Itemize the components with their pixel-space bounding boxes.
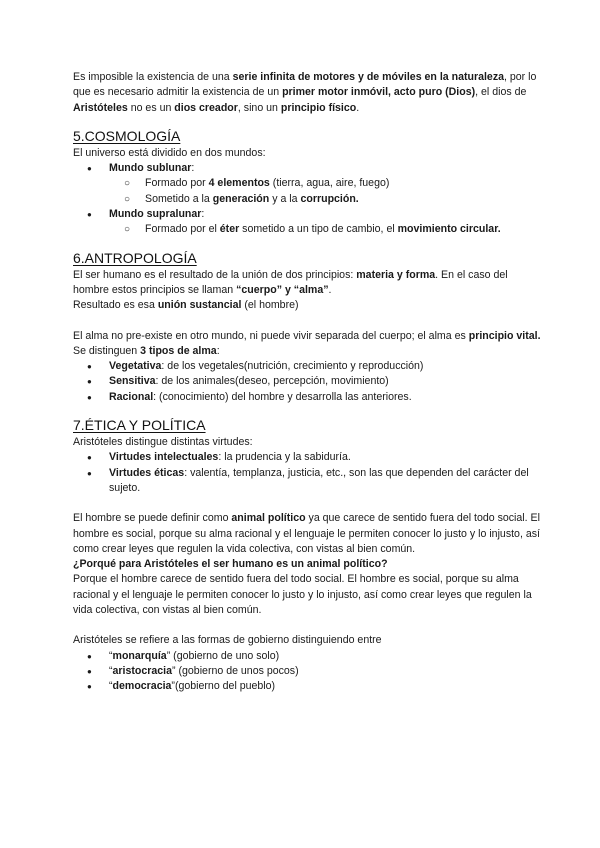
almas-list (73, 359, 543, 405)
text: El hombre se puede definir como (73, 512, 232, 525)
bold-text: Vegetativa (109, 360, 162, 373)
intro-bold: primer motor inmóvil, acto puro (Dios) (282, 86, 476, 99)
bold-text: animal político (231, 512, 306, 525)
text: : (conocimiento) del hombre y desarrolla las anteriores. (153, 390, 412, 403)
supralunar-sublist (109, 222, 543, 237)
intro-paragraph (73, 70, 543, 116)
cosmologia-lead: El universo está dividido en dos mundos: (73, 146, 266, 159)
text: : de los animales(deseo, percepción, movimiento) (155, 375, 389, 388)
sublunar-label: Mundo sublunar (109, 162, 192, 175)
intro-text: . (356, 101, 360, 114)
list-item-supralunar (73, 207, 543, 238)
text: Formado por (145, 177, 209, 190)
bold-text: democracia (112, 680, 172, 693)
antropologia-p4 (73, 344, 543, 359)
intro-text: no es un (127, 101, 175, 114)
mundos-list (73, 161, 543, 237)
quote: ” (171, 680, 175, 693)
text: El alma no pre-existe en otro mundo, ni puede vivir separada del cuerpo; el alma es (73, 329, 469, 342)
intro-bold: dios creador (174, 101, 238, 114)
bold-text: movimiento circular. (397, 223, 501, 236)
etica-question (73, 557, 543, 572)
sublist-item (109, 222, 543, 237)
heading-antropologia: 6.ANTROPOLOGÍA (73, 249, 197, 266)
sublist-item (109, 192, 543, 207)
intro-text: , sino un (237, 101, 281, 114)
antropologia-p2 (73, 298, 543, 313)
text: (gobierno de uno solo) (170, 649, 280, 662)
supralunar-label: Mundo supralunar (109, 208, 202, 221)
text: (gobierno del pueblo) (174, 680, 276, 693)
bold-text: Sensitiva (109, 375, 156, 388)
bold-text: Virtudes intelectuales (109, 451, 219, 464)
text: ya que carece de sentido fuera del todo social. El hombre es social, porque su alma racional y el lenguaje le permiten conocer lo justo y lo injusto, así como crear leyes que regulen la vida colectiva, con vistas al bien común. (73, 512, 540, 555)
bold-text: monarquía (112, 649, 167, 662)
text: Formado por el (145, 223, 220, 236)
sublunar-sublist (109, 176, 543, 207)
list-item (73, 466, 543, 497)
intro-text: , por lo que es necesario admitir la existencia de un (73, 71, 537, 99)
bold-text: 4 elementos (208, 177, 270, 190)
bold-text: generación (212, 192, 270, 205)
text: : la prudencia y la sabiduría. (218, 451, 351, 464)
bold-text: éter (219, 223, 240, 236)
text: Sometido a la (145, 192, 213, 205)
heading-cosmologia: 5.COSMOLOGÍA (73, 127, 181, 144)
text: y a la (269, 192, 301, 205)
quote: “ (109, 680, 113, 693)
antropologia-p3 (73, 329, 543, 344)
quote: “ (109, 649, 113, 662)
list-item (73, 450, 543, 465)
bold-text: principio vital. (468, 329, 541, 342)
colon: : (191, 162, 195, 175)
bold-text: ¿Porqué para Aristóteles el ser humano es un animal político? (73, 558, 388, 571)
quote: ” (172, 664, 176, 677)
text: El ser humano es el resultado de la unión de dos principios: (73, 268, 357, 281)
text: : (216, 344, 220, 357)
bold-text: “cuerpo” y “alma” (236, 283, 329, 296)
etica-answer: Porque el hombre carece de sentido fuera del todo social. El hombre es social, porque su alma racional y el lenguaje le permiten conocer lo justo y lo injusto, así como crear leyes que regulen la vida colectiva, con vistas al bien común. (73, 573, 532, 617)
formas-lead: Aristóteles se refiere a las formas de gobierno distinguiendo entre (73, 634, 382, 647)
list-item (73, 390, 543, 405)
list-item (73, 679, 543, 694)
list-item-sublunar (73, 161, 543, 207)
heading-etica: 7.ÉTICA Y POLÍTICA (73, 417, 206, 434)
bold-text: Virtudes éticas (109, 466, 185, 479)
text: : valentía, templanza, justicia, etc., son las que dependen del carácter del sujeto. (109, 466, 529, 494)
text: (gobierno de unos pocos) (175, 664, 299, 677)
bold-text: corrupción. (300, 192, 359, 205)
list-item (73, 664, 543, 679)
list-item (73, 374, 543, 389)
text: Se distinguen (73, 344, 141, 357)
etica-p1 (73, 511, 543, 557)
document-page (73, 70, 543, 695)
colon: : (201, 208, 205, 221)
text: sometido a un tipo de cambio, el (239, 223, 398, 236)
bold-text: Racional (109, 390, 154, 403)
quote: “ (109, 664, 113, 677)
spacer (73, 618, 543, 633)
intro-bold: Aristóteles (73, 101, 128, 114)
bold-text: materia y forma (356, 268, 436, 281)
list-item (73, 359, 543, 374)
text: Resultado es esa (73, 299, 158, 312)
text: (tierra, agua, aire, fuego) (269, 177, 390, 190)
antropologia-p1 (73, 268, 543, 299)
text: . (328, 283, 332, 296)
spacer (73, 496, 543, 511)
bold-text: aristocracia (112, 664, 173, 677)
intro-bold: principio físico (280, 101, 357, 114)
formas-list (73, 649, 543, 695)
intro-text: , el dios de (475, 86, 527, 99)
text: . En el caso del hombre estos principios se llaman (73, 268, 508, 296)
text: (el hombre) (241, 299, 299, 312)
intro-bold: serie infinita de motores y de móviles en la naturaleza (232, 71, 505, 83)
quote: ” (166, 649, 171, 662)
intro-text: Es imposible la existencia de una (73, 71, 233, 83)
bold-text: unión sustancial (157, 299, 242, 312)
list-item (73, 649, 543, 664)
virtudes-list (73, 450, 543, 496)
sublist-item (109, 176, 543, 191)
etica-lead: Aristóteles distingue distintas virtudes: (73, 436, 253, 449)
spacer (73, 314, 543, 329)
text: : de los vegetales(nutrición, crecimiento y reproducción) (161, 360, 424, 373)
bold-text: 3 tipos de alma (140, 344, 217, 357)
